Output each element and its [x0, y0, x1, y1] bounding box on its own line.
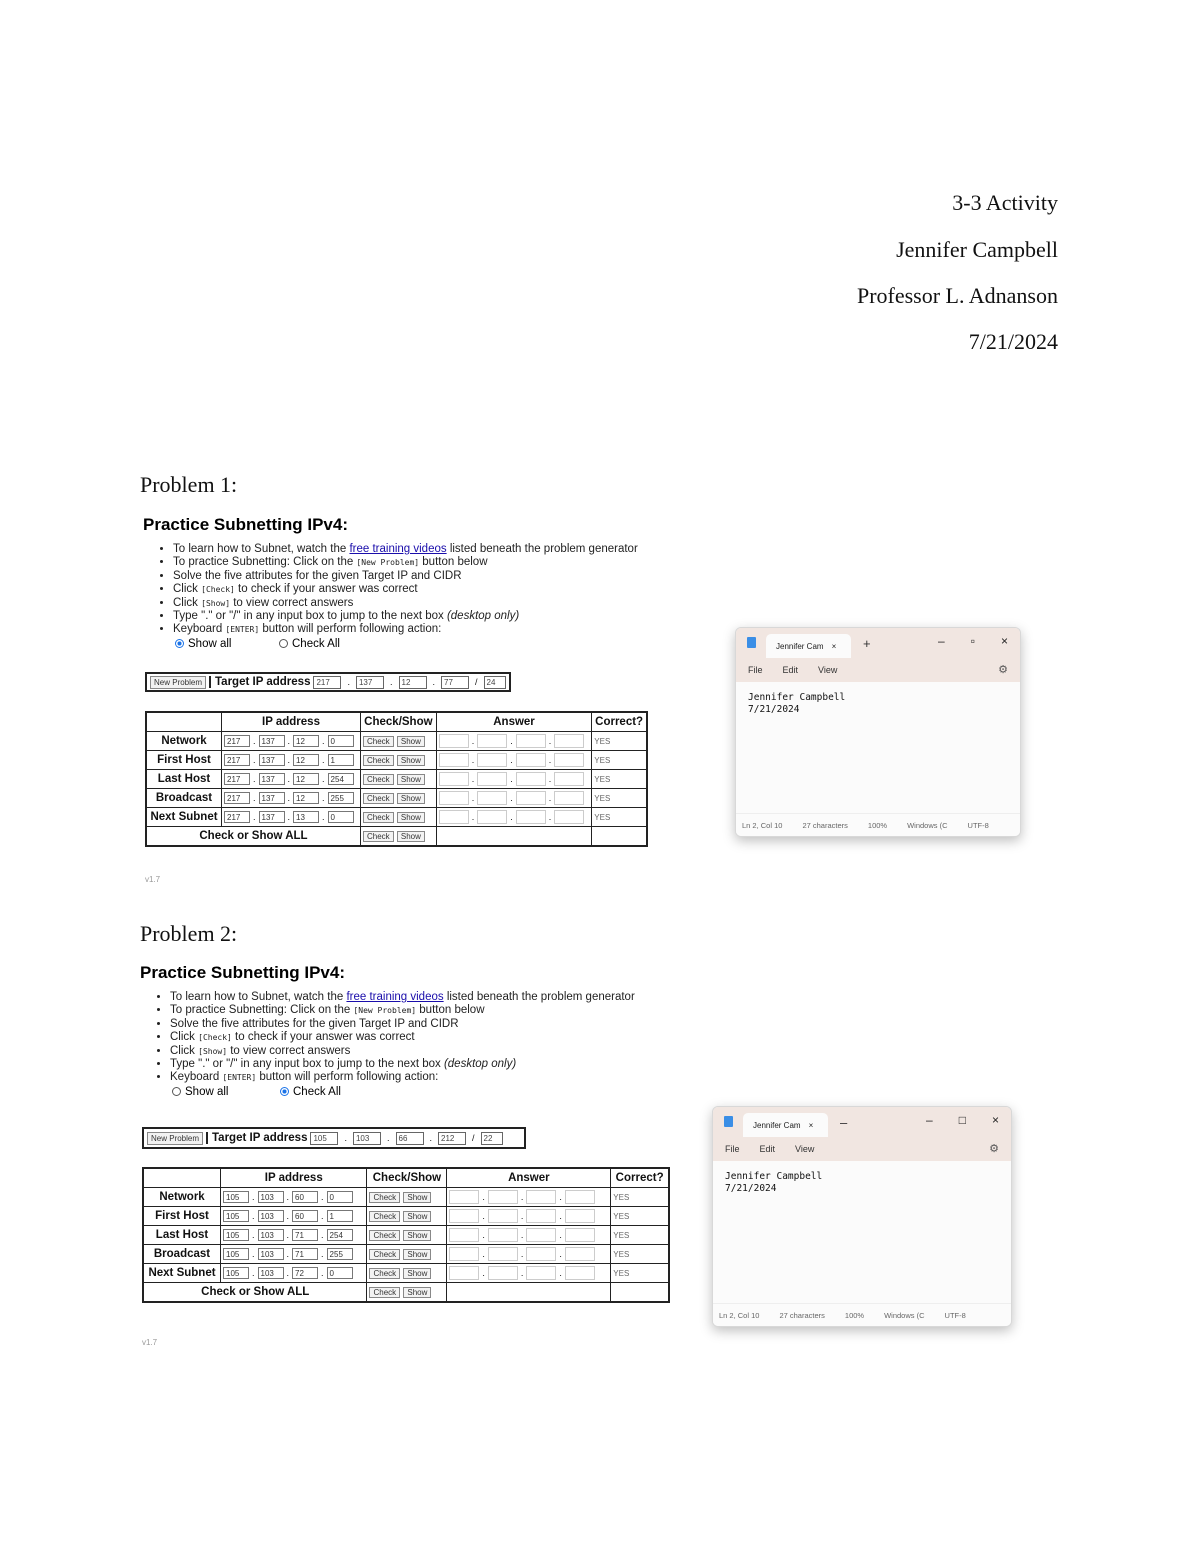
radio-show-all[interactable]: Show all [175, 638, 231, 650]
answer-octet-box[interactable] [449, 1190, 479, 1204]
instruction-item: • To practice Subnetting: Click on the [New Problem] button below [170, 1004, 680, 1017]
table-row [146, 751, 647, 770]
table-row [146, 789, 647, 808]
ip-octet-input[interactable]: 137 [259, 811, 285, 823]
new-problem-button[interactable]: New Problem [147, 1132, 203, 1145]
answer-octet-box[interactable] [449, 1209, 479, 1223]
check-button[interactable]: Check [369, 1268, 400, 1279]
ip-address-cell: 217 . 137 . 13 . 0 [222, 808, 361, 827]
answer-cell: . . . [436, 751, 592, 770]
notepad-statusbar [713, 1303, 1011, 1326]
answer-octet-box[interactable] [554, 810, 584, 824]
table-rows-1 [146, 732, 647, 827]
correct-cell [611, 1207, 669, 1226]
subnet-table-1 [145, 711, 648, 847]
ip-octet-input[interactable]: 217 [224, 811, 250, 823]
new-problem-button[interactable]: New Problem [150, 676, 206, 689]
instruction-item: • Solve the five attributes for the given Target IP and CIDR [170, 1018, 680, 1031]
menu-edit[interactable]: Edit [782, 665, 799, 675]
ip-address-cell: 105 . 103 . 71 . 255 [221, 1245, 367, 1264]
answer-octet-box[interactable] [516, 791, 546, 805]
answer-cell: . . . [436, 808, 592, 827]
show-button[interactable]: Show [403, 1249, 431, 1260]
notepad-titlebar [713, 1107, 1011, 1137]
maximize-icon[interactable]: ▫ [970, 634, 975, 648]
panel-title: Practice Subnetting IPv4: [140, 963, 345, 982]
notepad-menubar [713, 1137, 1011, 1161]
col-ip-address: IP address [221, 1168, 367, 1188]
answer-octet-box[interactable] [554, 791, 584, 805]
answer-octet-box[interactable] [439, 772, 469, 786]
radio-check-all[interactable]: Check All [280, 1086, 341, 1098]
answer-octet-box[interactable] [526, 1266, 556, 1280]
ip-octet-input[interactable]: 217 [224, 735, 250, 747]
show-button[interactable]: Show [403, 1192, 431, 1203]
correct-indicator: YES [613, 1269, 630, 1278]
check-all-button[interactable]: Check [369, 1287, 400, 1298]
instructions-list [140, 991, 680, 1085]
notepad-tab[interactable]: Jennifer Cam × [766, 634, 851, 658]
answer-octet-box[interactable] [526, 1190, 556, 1204]
correct-cell [592, 808, 647, 827]
window-controls [926, 1113, 999, 1127]
correct-indicator: YES [613, 1193, 630, 1202]
answer-octet-box[interactable] [516, 810, 546, 824]
enter-action-radios [175, 638, 663, 652]
gear-icon[interactable]: ⚙ [989, 1143, 999, 1155]
check-button[interactable]: Check [363, 812, 394, 823]
answer-octet-box[interactable] [439, 753, 469, 767]
row-label: First Host [143, 1207, 221, 1226]
show-all-button[interactable]: Show [397, 831, 425, 842]
col-answer: Answer [436, 712, 592, 732]
check-show-cell [360, 751, 436, 770]
answer-octet-box[interactable] [477, 772, 507, 786]
ip-octet-input[interactable]: 103 [258, 1248, 284, 1260]
ip-octet-input[interactable]: 12 [293, 754, 319, 766]
answer-octet-box[interactable] [488, 1266, 518, 1280]
radio-show-all[interactable]: Show all [172, 1086, 228, 1098]
instruction-item: • Solve the five attributes for the given Target IP and CIDR [173, 570, 663, 583]
ip-octet-input[interactable]: 0 [327, 1191, 353, 1203]
ip-octet-input[interactable]: 137 [259, 773, 285, 785]
col-answer: Answer [447, 1168, 611, 1188]
notepad-statusbar [736, 813, 1020, 836]
close-tab-icon[interactable]: × [808, 1120, 814, 1130]
ip-octet-input[interactable]: 13 [293, 811, 319, 823]
notepad-window-2 [712, 1106, 1012, 1327]
ip-octet-input[interactable]: 0 [328, 735, 354, 747]
show-button[interactable]: Show [397, 755, 425, 766]
menu-file[interactable]: File [725, 1144, 740, 1154]
ip-address-cell: 217 . 137 . 12 . 254 [222, 770, 361, 789]
correct-indicator: YES [613, 1250, 630, 1259]
problem-2-label: Problem 2: [140, 921, 238, 946]
subnetting-panel-2 [140, 963, 680, 1100]
answer-octet-box[interactable] [477, 753, 507, 767]
close-icon[interactable]: × [991, 1113, 999, 1127]
answer-octet-box[interactable] [449, 1228, 479, 1242]
instruction-item: • Click [Show] to view correct answers [170, 1045, 680, 1058]
status-chars: 27 characters [779, 1310, 825, 1320]
answer-cell: . . . [436, 770, 592, 789]
correct-cell [611, 1264, 669, 1283]
table-row [146, 808, 647, 827]
table-header-row [146, 712, 647, 732]
close-icon[interactable]: × [1000, 634, 1008, 648]
answer-octet-box[interactable] [449, 1247, 479, 1261]
answer-cell: . . . [447, 1245, 611, 1264]
ip-octet-input[interactable]: 103 [258, 1229, 284, 1241]
ip-octet-input[interactable]: 105 [223, 1248, 249, 1260]
enter-action-radios [172, 1086, 680, 1100]
status-encoding: UTF-8 [967, 820, 989, 830]
ip-octet-input[interactable]: 105 [223, 1229, 249, 1241]
notepad-text-area[interactable]: Jennifer Campbell 7/21/2024 [725, 1171, 823, 1194]
notepad-window-1 [735, 627, 1021, 837]
table-header-row [143, 1168, 669, 1188]
check-show-all-label: Check or Show ALL [146, 827, 360, 847]
version-credit: v1.7 [142, 1338, 158, 1347]
answer-octet-box[interactable] [516, 753, 546, 767]
answer-octet-box[interactable] [516, 772, 546, 786]
check-show-cell [367, 1264, 447, 1283]
ip-address-cell: 217 . 137 . 12 . 255 [222, 789, 361, 808]
cidr-input[interactable]: 22 [481, 1132, 503, 1145]
status-position: Ln 2, Col 10 [742, 820, 783, 830]
target-octet[interactable]: 212 [438, 1132, 466, 1145]
ip-octet-input[interactable]: 254 [327, 1229, 353, 1241]
row-label: First Host [146, 751, 222, 770]
answer-octet-box[interactable] [554, 753, 584, 767]
ip-octet-input[interactable]: 71 [292, 1248, 318, 1260]
show-all-button[interactable]: Show [403, 1287, 431, 1298]
professor-name: Professor L. Adnanson [856, 283, 1058, 308]
check-button[interactable]: Check [369, 1192, 400, 1203]
table-row [143, 1188, 669, 1207]
status-encoding: UTF-8 [944, 1310, 966, 1320]
notepad-menubar [736, 658, 1020, 682]
table-row [143, 1226, 669, 1245]
row-label: Network [146, 732, 222, 751]
row-label: Network [143, 1188, 221, 1207]
answer-octet-box[interactable] [488, 1190, 518, 1204]
submission-date: 7/21/2024 [968, 329, 1058, 354]
answer-octet-box[interactable] [477, 791, 507, 805]
answer-octet-box[interactable] [554, 772, 584, 786]
answer-octet-box[interactable] [477, 734, 507, 748]
row-label: Broadcast [143, 1245, 221, 1264]
target-octet[interactable]: 137 [356, 676, 384, 689]
correct-cell [611, 1226, 669, 1245]
check-show-cell [360, 789, 436, 808]
answer-octet-box[interactable] [488, 1209, 518, 1223]
answer-octet-box[interactable] [439, 791, 469, 805]
answer-octet-box[interactable] [516, 734, 546, 748]
ip-octet-input[interactable]: 105 [223, 1267, 249, 1279]
answer-octet-box[interactable] [477, 810, 507, 824]
col-ip-address: IP address [222, 712, 361, 732]
target-octet[interactable]: 105 [310, 1132, 338, 1145]
show-button[interactable]: Show [397, 736, 425, 747]
target-octet[interactable]: 103 [353, 1132, 381, 1145]
ip-octet-input[interactable]: 60 [292, 1191, 318, 1203]
correct-cell [592, 732, 647, 751]
problem-1-label: Problem 1: [140, 472, 238, 497]
ip-octet-input[interactable]: 105 [223, 1210, 249, 1222]
ip-address-cell: 217 . 137 . 12 . 1 [222, 751, 361, 770]
gear-icon[interactable]: ⚙ [998, 664, 1008, 676]
window-controls [938, 634, 1008, 648]
check-show-cell [367, 1207, 447, 1226]
ip-octet-input[interactable]: 1 [328, 754, 354, 766]
ip-octet-input[interactable]: 137 [259, 735, 285, 747]
table-rows-2 [143, 1188, 669, 1283]
answer-octet-box[interactable] [554, 734, 584, 748]
ip-address-cell: 105 . 103 . 72 . 0 [221, 1264, 367, 1283]
cidr-input[interactable]: 24 [484, 676, 506, 689]
target-ip-label: Target IP address [209, 676, 310, 688]
instructions-list [143, 543, 663, 637]
correct-indicator: YES [594, 775, 611, 784]
ip-address-cell: 105 . 103 . 60 . 0 [221, 1188, 367, 1207]
show-button[interactable]: Show [403, 1230, 431, 1241]
answer-cell: . . . [447, 1226, 611, 1245]
instruction-item: • Click [Check] to check if your answer was correct [173, 583, 663, 596]
check-button[interactable]: Check [363, 774, 394, 785]
status-zoom: 100% [844, 1310, 865, 1320]
target-octet[interactable]: 77 [441, 676, 469, 689]
instruction-item: • To practice Subnetting: Click on the [New Problem] button below [173, 556, 663, 569]
notepad-icon [747, 637, 756, 648]
instruction-item: • Type "." or "/" in any input box to jump to the next box (desktop only) [173, 610, 663, 623]
answer-octet-box[interactable] [449, 1266, 479, 1280]
correct-indicator: YES [594, 794, 611, 803]
table-row [143, 1264, 669, 1283]
panel-title: Practice Subnetting IPv4: [143, 515, 348, 534]
ip-address-cell: 105 . 103 . 60 . 1 [221, 1207, 367, 1226]
ip-octet-input[interactable]: 1 [327, 1210, 353, 1222]
answer-octet-box[interactable] [565, 1228, 595, 1242]
status-eol: Windows (C [907, 820, 948, 830]
answer-cell: . . . [436, 789, 592, 808]
instruction-item: • Click [Show] to view correct answers [173, 597, 663, 610]
row-label: Next Subnet [143, 1264, 221, 1283]
ip-octet-input[interactable]: 60 [292, 1210, 318, 1222]
col-check-show: Check/Show [360, 712, 436, 732]
instruction-item: • To learn how to Subnet, watch the free training videos listed beneath the problem generator [173, 543, 663, 556]
student-name: Jennifer Campbell [896, 237, 1058, 262]
correct-indicator: YES [594, 813, 611, 822]
col-correct: Correct? [592, 712, 647, 732]
correct-cell [611, 1188, 669, 1207]
training-videos-link[interactable]: free training videos [349, 543, 447, 555]
ip-octet-input[interactable]: 254 [328, 773, 354, 785]
close-tab-icon[interactable]: × [831, 641, 837, 651]
answer-octet-box[interactable] [488, 1228, 518, 1242]
maximize-icon[interactable]: □ [958, 1113, 966, 1127]
target-octet[interactable]: 217 [313, 676, 341, 689]
notepad-icon [724, 1116, 733, 1127]
correct-indicator: YES [613, 1212, 630, 1221]
check-show-cell [360, 808, 436, 827]
ip-octet-input[interactable]: 137 [259, 792, 285, 804]
table-row [146, 732, 647, 751]
status-eol: Windows (C [884, 1310, 925, 1320]
col-check-show: Check/Show [367, 1168, 447, 1188]
new-tab-icon[interactable]: + [863, 635, 871, 651]
ip-octet-input[interactable]: 72 [292, 1267, 318, 1279]
subnet-table-2 [142, 1167, 670, 1303]
notepad-tab[interactable]: Jennifer Cam × [743, 1113, 828, 1137]
check-button[interactable]: Check [369, 1211, 400, 1222]
answer-cell: . . . [447, 1207, 611, 1226]
assignment-title: 3-3 Activity [952, 190, 1058, 215]
answer-octet-box[interactable] [565, 1266, 595, 1280]
answer-octet-box[interactable] [439, 734, 469, 748]
correct-indicator: YES [613, 1231, 630, 1240]
menu-edit[interactable]: Edit [759, 1144, 776, 1154]
instruction-item: • Keyboard [ENTER] button will perform following action: [173, 623, 663, 636]
menu-file[interactable]: File [748, 665, 763, 675]
table-row [143, 1245, 669, 1264]
ip-octet-input[interactable]: 217 [224, 754, 250, 766]
correct-cell [611, 1245, 669, 1264]
target-ip-bar-2: New Problem Target IP address 105 . 103 . 66 . 212 / 22 [142, 1127, 526, 1149]
version-credit: v1.7 [145, 875, 161, 884]
row-label: Next Subnet [146, 808, 222, 827]
instruction-item: • Keyboard [ENTER] button will perform following action: [170, 1071, 680, 1084]
answer-cell: . . . [447, 1264, 611, 1283]
instruction-item: • Type "." or "/" in any input box to jump to the next box (desktop only) [170, 1058, 680, 1071]
check-show-cell [367, 1226, 447, 1245]
check-show-cell [360, 732, 436, 751]
menu-view[interactable]: View [795, 1144, 815, 1154]
table-row [146, 770, 647, 789]
ip-octet-input[interactable]: 71 [292, 1229, 318, 1241]
ip-octet-input[interactable]: 0 [327, 1267, 353, 1279]
status-position: Ln 2, Col 10 [719, 1310, 760, 1320]
show-button[interactable]: Show [397, 774, 425, 785]
answer-octet-box[interactable] [565, 1247, 595, 1261]
table-footer-row [146, 827, 647, 847]
ip-octet-input[interactable]: 105 [223, 1191, 249, 1203]
check-show-cell [367, 1188, 447, 1207]
ip-octet-input[interactable]: 12 [293, 735, 319, 747]
ip-octet-input[interactable]: 103 [258, 1267, 284, 1279]
notepad-text-area[interactable]: Jennifer Campbell 7/21/2024 [748, 692, 846, 715]
answer-octet-box[interactable] [565, 1209, 595, 1223]
minimize-icon[interactable]: – [938, 634, 945, 648]
ip-address-cell: 105 . 103 . 71 . 254 [221, 1226, 367, 1245]
check-button[interactable]: Check [369, 1230, 400, 1241]
check-button[interactable]: Check [363, 755, 394, 766]
ip-octet-input[interactable]: 217 [224, 773, 250, 785]
answer-octet-box[interactable] [488, 1247, 518, 1261]
table-footer-row [143, 1283, 669, 1303]
answer-cell: . . . [447, 1188, 611, 1207]
menu-view[interactable]: View [818, 665, 838, 675]
row-label: Last Host [143, 1226, 221, 1245]
check-show-cell [360, 770, 436, 789]
check-show-all-label: Check or Show ALL [143, 1283, 367, 1303]
answer-octet-box[interactable] [565, 1190, 595, 1204]
show-button[interactable]: Show [397, 793, 425, 804]
check-button[interactable]: Check [369, 1249, 400, 1260]
status-chars: 27 characters [802, 820, 848, 830]
target-octet[interactable]: 66 [396, 1132, 424, 1145]
show-button[interactable]: Show [403, 1211, 431, 1222]
training-videos-link[interactable]: free training videos [346, 991, 444, 1003]
check-all-button[interactable]: Check [363, 831, 394, 842]
ip-octet-input[interactable]: 137 [259, 754, 285, 766]
check-show-cell [367, 1245, 447, 1264]
correct-cell [592, 789, 647, 808]
target-ip-label: Target IP address [206, 1132, 307, 1144]
ip-octet-input[interactable]: 0 [328, 811, 354, 823]
instruction-item: • Click [Check] to check if your answer was correct [170, 1031, 680, 1044]
ip-octet-input[interactable]: 103 [258, 1210, 284, 1222]
answer-octet-box[interactable] [526, 1209, 556, 1223]
answer-octet-box[interactable] [526, 1228, 556, 1242]
ip-octet-input[interactable]: 255 [328, 792, 354, 804]
ip-address-cell: 217 . 137 . 12 . 0 [222, 732, 361, 751]
answer-octet-box[interactable] [439, 810, 469, 824]
status-zoom: 100% [867, 820, 888, 830]
ip-octet-input[interactable]: 12 [293, 792, 319, 804]
ip-octet-input[interactable]: 217 [224, 792, 250, 804]
show-button[interactable]: Show [397, 812, 425, 823]
col-correct: Correct? [611, 1168, 669, 1188]
check-button[interactable]: Check [363, 793, 394, 804]
correct-cell [592, 770, 647, 789]
table-row [143, 1207, 669, 1226]
correct-cell [592, 751, 647, 770]
answer-octet-box[interactable] [526, 1247, 556, 1261]
radio-check-all[interactable]: Check All [279, 638, 340, 650]
new-tab-icon[interactable]: – [840, 1114, 848, 1130]
minimize-icon[interactable]: – [926, 1113, 933, 1127]
ip-octet-input[interactable]: 103 [258, 1191, 284, 1203]
ip-octet-input[interactable]: 12 [293, 773, 319, 785]
instruction-item: • To learn how to Subnet, watch the free training videos listed beneath the problem generator [170, 991, 680, 1004]
check-button[interactable]: Check [363, 736, 394, 747]
row-label: Broadcast [146, 789, 222, 808]
target-octet[interactable]: 12 [399, 676, 427, 689]
ip-octet-input[interactable]: 255 [327, 1248, 353, 1260]
target-ip-bar-1: New Problem Target IP address 217 . 137 . 12 . 77 / 24 [145, 672, 511, 692]
correct-indicator: YES [594, 756, 611, 765]
show-button[interactable]: Show [403, 1268, 431, 1279]
subnetting-panel-1 [143, 515, 663, 652]
correct-indicator: YES [594, 737, 611, 746]
row-label: Last Host [146, 770, 222, 789]
answer-cell: . . . [436, 732, 592, 751]
notepad-titlebar [736, 628, 1020, 658]
